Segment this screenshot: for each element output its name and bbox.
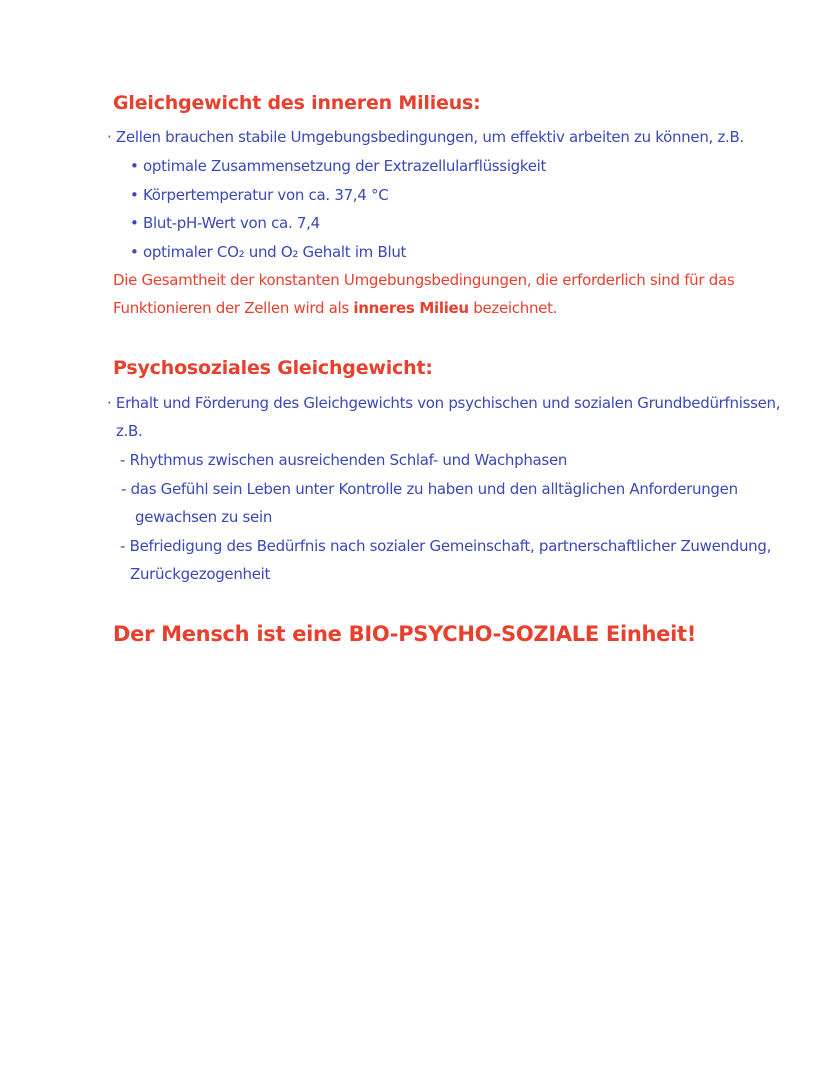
dash-item: - Rhythmus zwischen ausreichenden Schlaf- und Wachphasen [120,451,568,469]
bullet-item: • Blut-pH-Wert von ca. 7,4 [130,214,320,232]
section-title-inner-milieu: Gleichgewicht des inneren Milieus: [113,92,481,114]
section1-summary-line2 [113,298,557,318]
section2-intro-line2: z.B. [116,422,143,440]
summary-text-pre: Funktionieren der Zellen wird als [113,299,354,317]
conclusion-statement: Der Mensch ist eine BIO-PSYCHO-SOZIALE Einheit! [113,622,697,646]
bullet-item: • Körpertemperatur von ca. 37,4 °C [130,186,389,204]
section-title-psychosocial: Psychosoziales Gleichgewicht: [113,357,433,379]
summary-text-post: bezeichnet. [468,299,558,317]
dash-item: - das Gefühl sein Leben unter Kontrolle zu haben und den alltäglichen Anforderungen [121,480,738,498]
dash-item-continuation: gewachsen zu sein [135,508,273,526]
bullet-item: • optimaler CO₂ und O₂ Gehalt im Blut [130,243,407,261]
dash-item-continuation: Zurückgezogenheit [130,565,271,583]
summary-bold-term: inneres Milieu [353,299,469,317]
section1-summary-line1: Die Gesamtheit der konstanten Umgebungsbedingungen, die erforderlich sind für das [113,271,735,289]
section1-intro: · Zellen brauchen stabile Umgebungsbedingungen, um effektiv arbeiten zu können, z.B. [107,128,744,146]
dash-item: - Befriedigung des Bedürfnis nach sozialer Gemeinschaft, partnerschaftlicher Zuwendung, [120,537,772,555]
section2-intro-line1: · Erhalt und Förderung des Gleichgewichts von psychischen und sozialen Grundbedürfnissen, [107,394,781,412]
bullet-item: • optimale Zusammensetzung der Extrazellularflüssigkeit [130,157,547,175]
